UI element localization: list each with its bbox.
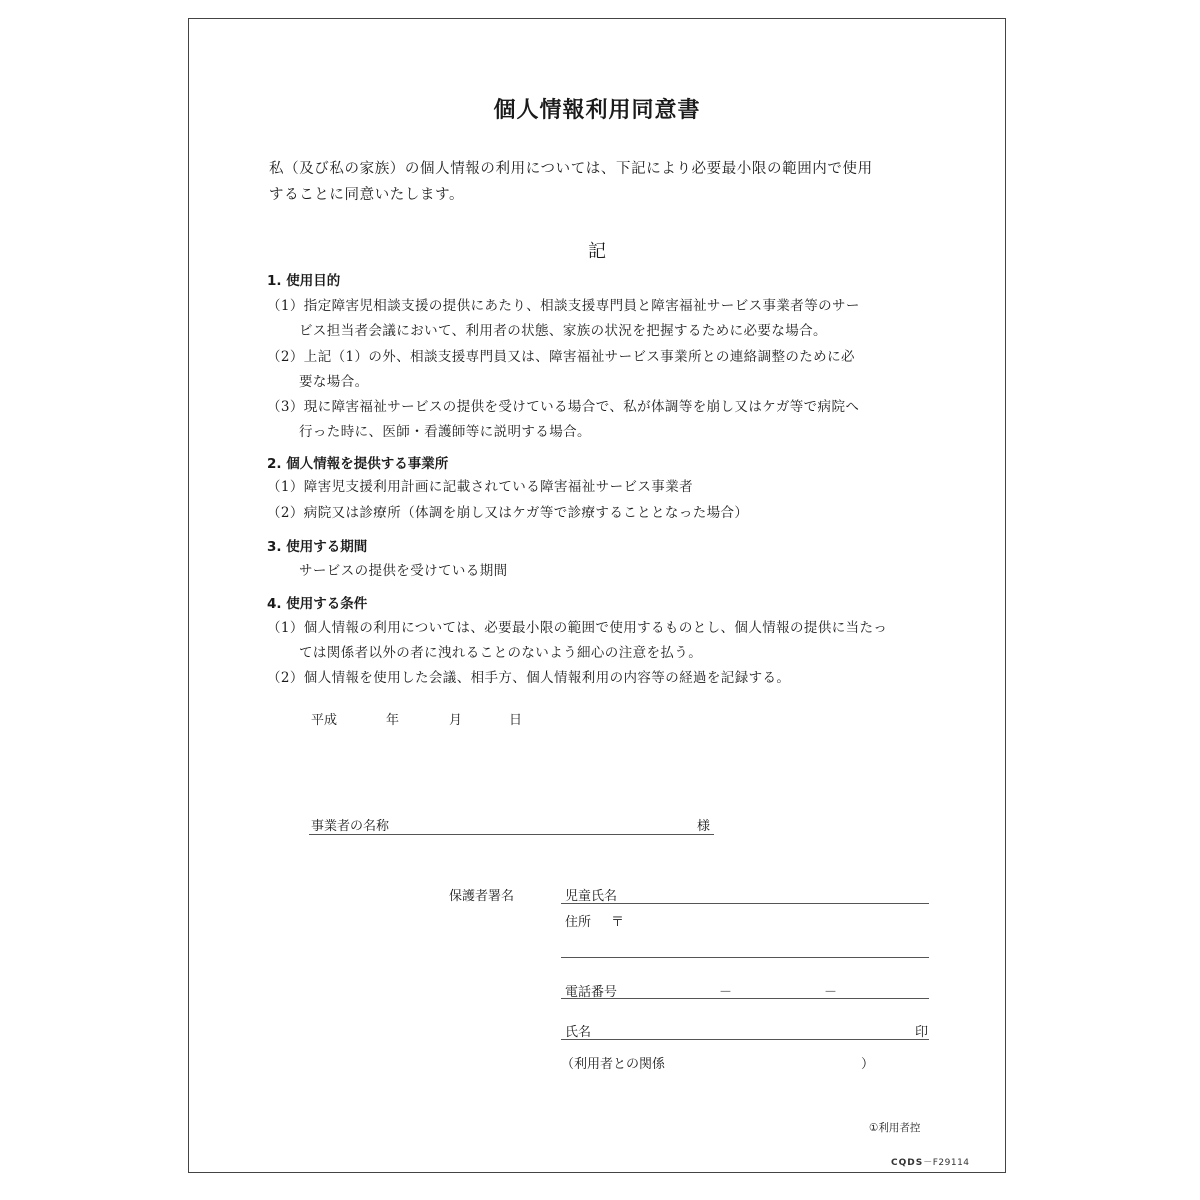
address-label: 住所 — [565, 915, 592, 930]
date-era: 平成 — [311, 713, 338, 728]
section-4-item-2: （2）個人情報を使用した会議、相手方、個人情報利用の内容等の経過を記録する。 — [267, 670, 791, 686]
business-name-label: 事業者の名称 — [311, 819, 390, 834]
relation-open: （利用者との関係 — [561, 1057, 666, 1072]
address-line — [561, 957, 929, 958]
business-honorific: 様 — [697, 819, 711, 834]
guardian-signature-label: 保護者署名 — [449, 889, 515, 904]
footer-code — [891, 1155, 970, 1168]
copy-label: ①利用者控 — [869, 1122, 921, 1134]
child-name-line — [561, 903, 929, 904]
section-2-heading: 2. 個人情報を提供する事業所 — [267, 456, 449, 472]
business-name-line — [309, 834, 714, 835]
date-day: 日 — [509, 713, 523, 728]
child-name-label: 児童氏名 — [565, 889, 618, 904]
phone-dash-2: － — [824, 985, 838, 1000]
section-1-heading: 1. 使用目的 — [267, 273, 341, 289]
section-2-item-1: （1）障害児支援利用計画に記載されている障害福祉サービス事業者 — [267, 479, 693, 495]
relation-close: ） — [861, 1057, 875, 1072]
section-1-item-2-line-2: 要な場合。 — [299, 374, 369, 390]
postal-mark: 〒 — [611, 915, 625, 930]
section-1-item-2-line-1: （2）上記（1）の外、相談支援専門員又は、障害福祉サービス事業所との連絡調整のために必 — [267, 349, 855, 365]
footer-brand: CQDS — [891, 1158, 924, 1168]
guardian-name-label: 氏名 — [565, 1025, 592, 1040]
intro-line-2: することに同意いたします。 — [269, 187, 465, 203]
phone-line — [561, 998, 929, 999]
section-1-item-1-line-2: ビス担当者会議において、利用者の状態、家族の状況を把握するために必要な場合。 — [299, 323, 827, 339]
section-3-heading: 3. 使用する期間 — [267, 539, 368, 555]
section-3-text: サービスの提供を受けている期間 — [299, 563, 508, 579]
section-1-item-3-line-2: 行った時に、医師・看護師等に説明する場合。 — [299, 424, 591, 440]
guardian-name-line — [561, 1039, 929, 1040]
ki-heading: 記 — [588, 241, 606, 262]
date-year: 年 — [386, 713, 400, 728]
date-month: 月 — [449, 713, 463, 728]
section-1-item-3-line-1: （3）現に障害福祉サービスの提供を受けている場合で、私が体調等を崩し又はケガ等で病院へ — [267, 399, 860, 415]
section-2-item-2: （2）病院又は診療所（体調を崩し又はケガ等で診療することとなった場合） — [267, 505, 749, 521]
seal-mark: 印 — [915, 1025, 929, 1040]
phone-dash-1: － — [719, 985, 733, 1000]
document-title: 個人情報利用同意書 — [493, 98, 701, 123]
section-4-heading: 4. 使用する条件 — [267, 596, 368, 612]
footer-form-number: －F29114 — [923, 1158, 970, 1168]
section-4-item-1-line-1: （1）個人情報の利用については、必要最小限の範囲で使用するものとし、個人情報の提供に当たっ — [267, 620, 888, 636]
intro-line-1: 私（及び私の家族）の個人情報の利用については、下記により必要最小限の範囲内で使用 — [269, 161, 873, 177]
section-4-item-1-line-2: ては関係者以外の者に洩れることのないよう細心の注意を払う。 — [299, 645, 703, 661]
consent-form-document — [188, 18, 1006, 1173]
section-1-item-1-line-1: （1）指定障害児相談支援の提供にあたり、相談支援専門員と障害福祉サービス事業者等のサー — [267, 298, 860, 314]
phone-label: 電話番号 — [565, 985, 618, 1000]
